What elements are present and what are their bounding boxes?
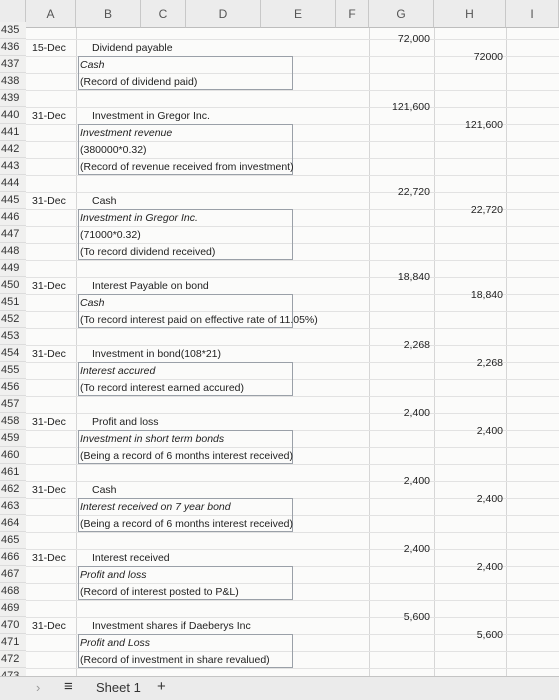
debit-account: Profit and loss <box>92 416 159 428</box>
column-header-c[interactable]: C <box>141 0 186 28</box>
column-header-e[interactable]: E <box>261 0 336 28</box>
debit-account: Interest Payable on bond <box>92 280 209 292</box>
debit-account: Investment in bond(108*21) <box>92 348 221 360</box>
entry-date: 31-Dec <box>32 348 66 360</box>
row-header[interactable]: 446 <box>0 209 26 226</box>
debit-amount: 2,400 <box>403 542 430 555</box>
debit-account: Investment shares if Daeberys Inc <box>92 620 251 632</box>
credit-amount: 72000 <box>473 51 503 64</box>
debit-amount: 2,400 <box>403 406 430 419</box>
row-header[interactable]: 470 <box>0 617 26 634</box>
sheet-tab[interactable]: Sheet 1 <box>96 680 141 695</box>
row-header[interactable]: 438 <box>0 73 26 90</box>
credit-amount: 2,400 <box>476 425 503 438</box>
debit-account: Dividend payable <box>92 42 173 54</box>
row-header[interactable]: 451 <box>0 294 26 311</box>
credit-amount: 18,840 <box>470 289 503 302</box>
narration: (Record of investment in share revalued) <box>80 654 270 666</box>
row-header[interactable]: 454 <box>0 345 26 362</box>
sheet-nav-icon[interactable]: › <box>36 680 41 695</box>
row-header[interactable]: 444 <box>0 175 26 192</box>
credit-account: Cash <box>80 297 105 309</box>
row-header[interactable]: 466 <box>0 549 26 566</box>
debit-amount: 2,400 <box>403 474 430 487</box>
row-header[interactable]: 463 <box>0 498 26 515</box>
credit-account: Investment in short term bonds <box>80 433 225 445</box>
debit-amount: 2,268 <box>403 338 430 351</box>
entry-date: 31-Dec <box>32 110 66 122</box>
grid-line <box>26 277 559 278</box>
grid-line <box>26 464 559 465</box>
entry-date: 15-Dec <box>32 42 66 54</box>
row-header[interactable]: 460 <box>0 447 26 464</box>
row-header[interactable]: 468 <box>0 583 26 600</box>
credit-account: Interest received on 7 year bond <box>80 501 231 513</box>
grid-line <box>369 28 370 676</box>
calculation-note: (380000*0.32) <box>80 144 147 156</box>
row-header[interactable]: 440 <box>0 107 26 124</box>
sheet-list-icon[interactable]: ≡ <box>64 678 73 695</box>
row-header[interactable]: 453 <box>0 328 26 345</box>
credit-amount: 5,600 <box>476 629 503 642</box>
row-header[interactable]: 452 <box>0 311 26 328</box>
credit-account: Profit and Loss <box>80 637 151 649</box>
row-header[interactable]: 445 <box>0 192 26 209</box>
debit-amount: 121,600 <box>392 100 430 113</box>
grid-line <box>26 668 559 669</box>
grid-line <box>506 28 507 676</box>
credit-account: Cash <box>80 59 105 71</box>
narration: (Record of dividend paid) <box>80 76 198 88</box>
grid-line <box>26 175 559 176</box>
entry-date: 31-Dec <box>32 195 66 207</box>
narration: (Being a record of 6 months interest received) <box>80 450 294 462</box>
row-header[interactable]: 459 <box>0 430 26 447</box>
grid-line <box>26 549 559 550</box>
narration: (To record interest earned accured) <box>80 382 244 394</box>
row-header[interactable]: 467 <box>0 566 26 583</box>
column-header-h[interactable]: H <box>434 0 506 28</box>
row-header[interactable]: 464 <box>0 515 26 532</box>
narration: (Record of interest posted to P&L) <box>80 586 239 598</box>
row-header[interactable]: 448 <box>0 243 26 260</box>
entry-date: 31-Dec <box>32 416 66 428</box>
grid-line <box>26 192 559 193</box>
row-header[interactable]: 449 <box>0 260 26 277</box>
row-header[interactable]: 458 <box>0 413 26 430</box>
calculation-note: (71000*0.32) <box>80 229 141 241</box>
column-header-g[interactable]: G <box>369 0 434 28</box>
row-header[interactable]: 442 <box>0 141 26 158</box>
row-header[interactable]: 435 <box>0 22 26 39</box>
grid-line <box>76 28 77 676</box>
debit-amount: 5,600 <box>403 610 430 623</box>
credit-amount: 2,400 <box>476 493 503 506</box>
row-header[interactable]: 462 <box>0 481 26 498</box>
column-header-f[interactable]: F <box>336 0 369 28</box>
credit-amount: 2,268 <box>476 357 503 370</box>
entry-date: 31-Dec <box>32 552 66 564</box>
debit-account: Investment in Gregor Inc. <box>92 110 210 122</box>
column-header-b[interactable]: B <box>76 0 141 28</box>
add-sheet-icon[interactable]: + <box>157 678 166 695</box>
grid-line <box>26 396 559 397</box>
grid-line <box>26 532 559 533</box>
grid-line <box>26 481 559 482</box>
entry-date: 31-Dec <box>32 620 66 632</box>
row-header[interactable]: 436 <box>0 39 26 56</box>
debit-amount: 18,840 <box>397 270 430 283</box>
credit-amount: 2,400 <box>476 561 503 574</box>
credit-account: Interest accured <box>80 365 156 377</box>
row-header[interactable]: 450 <box>0 277 26 294</box>
grid-line <box>26 90 559 91</box>
credit-account: Profit and loss <box>80 569 147 581</box>
row-header[interactable]: 447 <box>0 226 26 243</box>
row-header[interactable]: 469 <box>0 600 26 617</box>
narration: (To record interest paid on effective rate of 11.05%) <box>80 314 318 326</box>
debit-amount: 72,000 <box>397 32 430 45</box>
debit-account: Cash <box>92 195 117 207</box>
debit-account: Cash <box>92 484 117 496</box>
grid-line <box>26 413 559 414</box>
grid-line <box>26 260 559 261</box>
grid-line <box>26 107 559 108</box>
debit-amount: 22,720 <box>397 185 430 198</box>
row-header[interactable]: 472 <box>0 651 26 668</box>
credit-amount: 121,600 <box>465 119 503 132</box>
credit-amount: 22,720 <box>470 204 503 217</box>
row-header[interactable]: 457 <box>0 396 26 413</box>
narration: (To record dividend received) <box>80 246 216 258</box>
row-header[interactable]: 455 <box>0 362 26 379</box>
grid-line <box>434 28 435 676</box>
sheet-tab-bar <box>0 676 559 700</box>
grid-line <box>26 39 559 40</box>
credit-account: Investment revenue <box>80 127 173 139</box>
column-header-d[interactable]: D <box>186 0 261 28</box>
narration: (Record of revenue received from investment) <box>80 161 294 173</box>
entry-date: 31-Dec <box>32 484 66 496</box>
row-header[interactable]: 465 <box>0 532 26 549</box>
row-header[interactable]: 441 <box>0 124 26 141</box>
row-header[interactable]: 456 <box>0 379 26 396</box>
grid-line <box>26 345 559 346</box>
column-header-a[interactable]: A <box>26 0 76 28</box>
row-header[interactable]: 461 <box>0 464 26 481</box>
grid-line <box>26 600 559 601</box>
narration: (Being a record of 6 months interest received) <box>80 518 294 530</box>
credit-account: Investment in Gregor Inc. <box>80 212 198 224</box>
row-header[interactable]: 439 <box>0 90 26 107</box>
row-header[interactable]: 437 <box>0 56 26 73</box>
debit-account: Interest received <box>92 552 170 564</box>
grid-line <box>26 617 559 618</box>
row-header[interactable]: 443 <box>0 158 26 175</box>
column-header-i[interactable]: I <box>506 0 559 28</box>
entry-date: 31-Dec <box>32 280 66 292</box>
row-header[interactable]: 471 <box>0 634 26 651</box>
grid-line <box>26 328 559 329</box>
